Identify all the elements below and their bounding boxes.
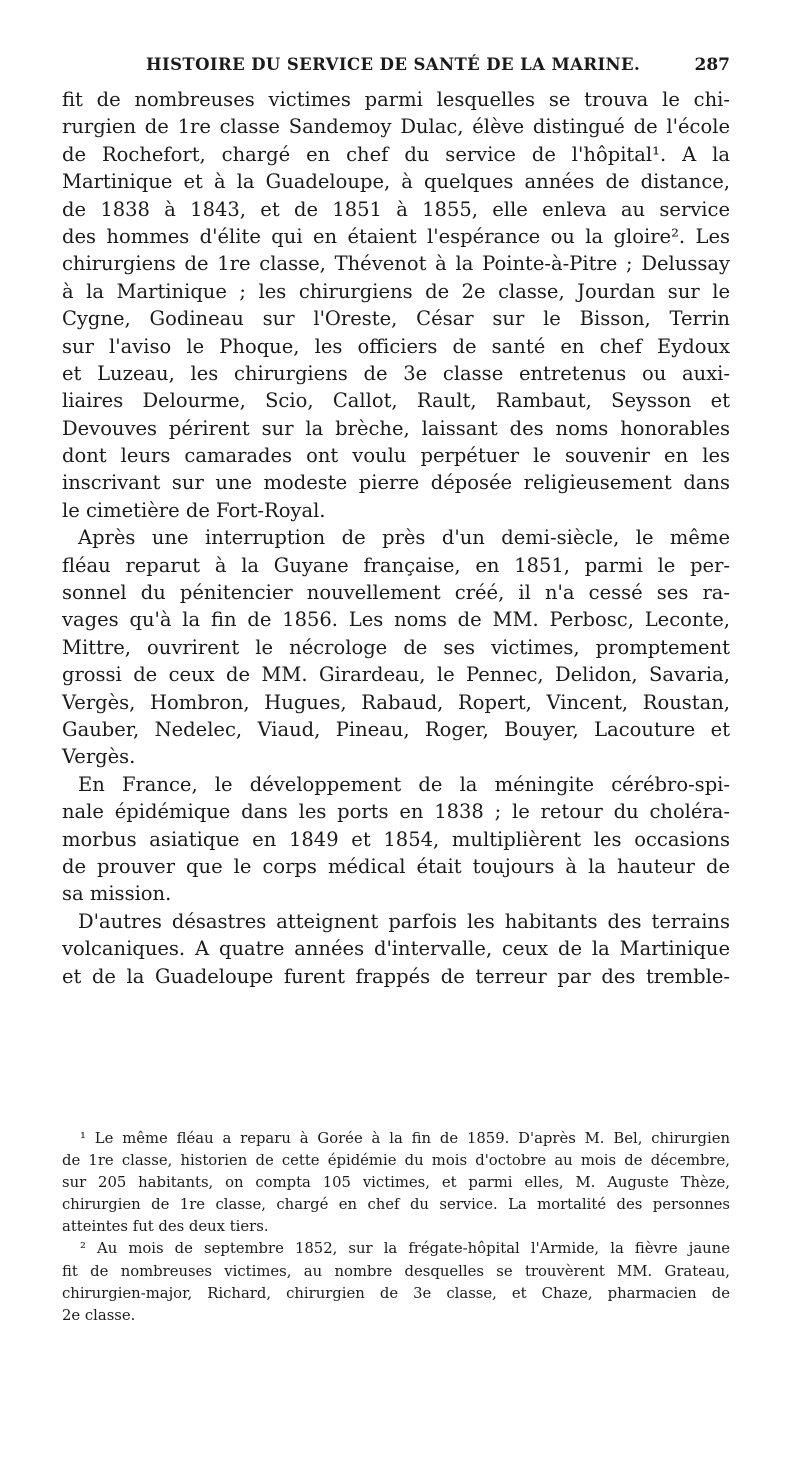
text-line: et de la Guadeloupe furent frappés de terreur par des tremble-: [62, 964, 730, 988]
running-head: [112, 55, 742, 83]
footnote-line: ² Au mois de septembre 1852, sur la frégate-hôpital l'Armide, la fièvre jaune: [80, 1240, 730, 1258]
text-line: dont leurs camarades ont voulu perpétuer le souvenir en les: [62, 444, 730, 468]
text-line: sa mission.: [62, 882, 172, 906]
text-line: Devouves périrent sur la brèche, laissant des noms honorables: [62, 416, 730, 440]
footnote-line: fit de nombreuses victimes, au nombre desquelles se trouvèrent MM. Grateau,: [62, 1262, 730, 1280]
text-line: Vergès.: [62, 745, 136, 769]
text-line: inscrivant sur une modeste pierre déposée religieusement dans: [62, 471, 730, 495]
main-text: [62, 86, 730, 990]
text-line: En France, le développement de la méningite cérébro-spi-: [78, 772, 730, 796]
text-line: Mittre, ouvrirent le nécrologe de ses victimes, promptement: [62, 635, 730, 659]
text-line: grossi de ceux de MM. Girardeau, le Pennec, Delidon, Savaria,: [62, 663, 730, 687]
footnote-line: ¹ Le même fléau a reparu à Gorée à la fin de 1859. D'après M. Bel, chirurgien: [80, 1130, 730, 1147]
text-line: Cygne, Godineau sur l'Oreste, César sur le Bisson, Terrin: [62, 307, 730, 331]
page-number: 287: [694, 55, 730, 75]
text-line: D'autres désastres atteignent parfois les habitants des terrains: [78, 909, 730, 933]
footnote-line: 2e classe.: [62, 1306, 136, 1324]
footnote-line: de 1re classe, historien de cette épidémie du mois d'octobre au mois de décembre,: [62, 1152, 730, 1170]
text-line: chirurgiens de 1re classe, Thévenot à la Pointe-à-Pitre ; Delussay: [62, 252, 730, 276]
text-line: morbus asiatique en 1849 et 1854, multiplièrent les occasions: [62, 827, 730, 851]
text-line: liaires Delourme, Scio, Callot, Rault, Rambaut, Seysson et: [62, 389, 730, 413]
text-line: à la Martinique ; les chirurgiens de 2e classe, Jourdan sur le: [62, 279, 730, 303]
text-line: le cimetière de Fort-Royal.: [62, 498, 326, 522]
text-line: sur l'aviso le Phoque, les officiers de santé en chef Eydoux: [62, 334, 730, 358]
footnote-line: sur 205 habitants, on compta 105 victimes, et parmi elles, M. Auguste Thèze,: [62, 1174, 730, 1192]
text-line: Martinique et à la Guadeloupe, à quelques années de distance,: [62, 170, 730, 194]
footnote-line: atteintes fut des deux tiers.: [62, 1218, 269, 1236]
footnote-line: chirurgien de 1re classe, chargé en chef du service. La mortalité des personnes: [62, 1196, 730, 1214]
footnotes: [62, 1128, 730, 1327]
text-line: nale épidémique dans les ports en 1838 ; le retour du choléra-: [62, 800, 730, 824]
text-line: vages qu'à la fin de 1856. Les noms de MM. Perbosc, Leconte,: [62, 608, 730, 632]
text-line: Gauber, Nedelec, Viaud, Pineau, Roger, Bouyer, Lacouture et: [62, 717, 730, 741]
text-line: des hommes d'élite qui en étaient l'espérance ou la gloire². Les: [62, 224, 730, 248]
text-line: de Rochefort, chargé en chef du service de l'hôpital¹. A la: [62, 142, 730, 166]
text-line: sonnel du pénitencier nouvellement créé, il n'a cessé ses ra-: [62, 581, 730, 605]
text-line: volcaniques. A quatre années d'intervalle, ceux de la Martinique: [62, 937, 730, 961]
text-line: de prouver que le corps médical était toujours à la hauteur de: [62, 854, 730, 878]
text-line: fléau reparut à la Guyane française, en 1851, parmi le per-: [62, 553, 730, 577]
running-head-title: HISTOIRE DU SERVICE DE SANTÉ DE LA MARINE.: [146, 55, 641, 74]
text-line: de 1838 à 1843, et de 1851 à 1855, elle enleva au service: [62, 197, 730, 221]
footnote-line: chirurgien-major, Richard, chirurgien de 3e classe, et Chaze, pharmacien de: [62, 1284, 730, 1302]
text-line: et Luzeau, les chirurgiens de 3e classe entretenus ou auxi-: [62, 361, 730, 385]
text-line: Vergès, Hombron, Hugues, Rabaud, Ropert, Vincent, Roustan,: [62, 690, 730, 714]
text-line: rurgien de 1re classe Sandemoy Dulac, élève distingué de l'école: [62, 115, 730, 139]
text-line: Après une interruption de près d'un demi-siècle, le même: [78, 526, 730, 550]
text-line: fit de nombreuses victimes parmi lesquelles se trouva le chi-: [62, 88, 730, 111]
